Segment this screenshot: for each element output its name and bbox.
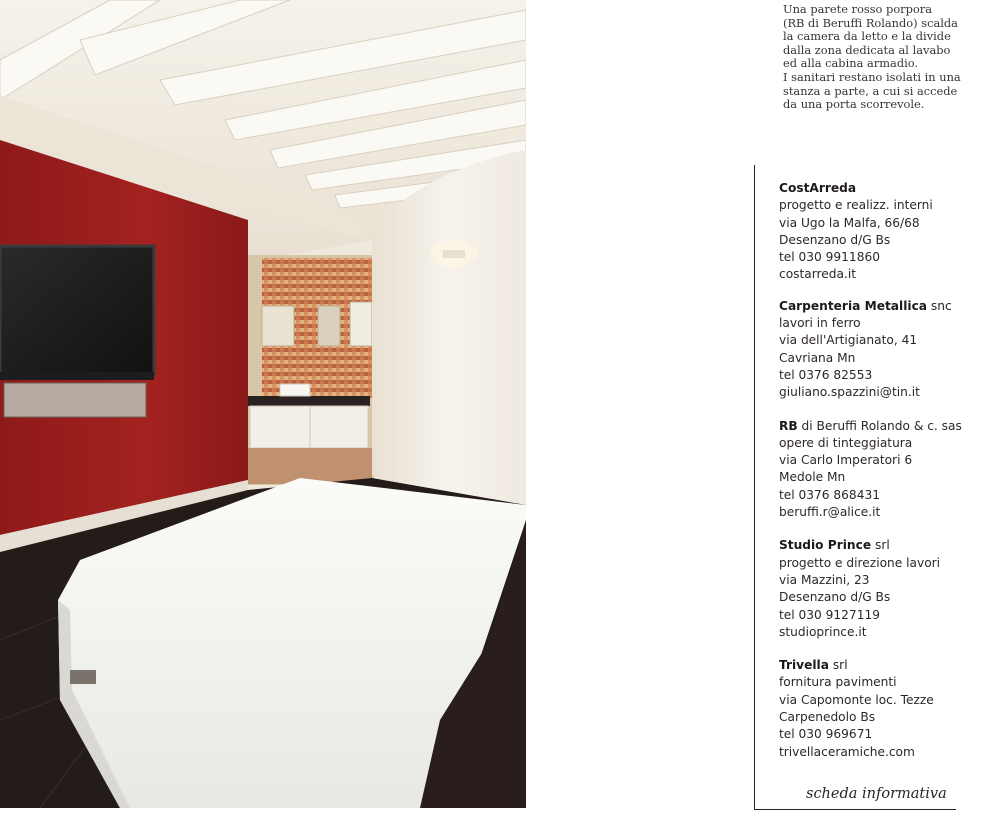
- supplier-phone: tel 0376 82553: [779, 367, 873, 382]
- supplier-name: CostArreda: [779, 181, 857, 195]
- supplier-activity: fornitura pavimenti: [779, 675, 897, 690]
- supplier-address: via Capomonte loc. Tezze: [779, 692, 934, 707]
- supplier-suffix: srl: [828, 658, 848, 673]
- supplier-heading: [779, 298, 997, 315]
- info-sheet: [779, 180, 997, 777]
- supplier-city: Carpenedolo Bs: [779, 710, 876, 725]
- supplier-activity: progetto e direzione lavori: [779, 555, 941, 570]
- supplier-entry-trivella: [779, 657, 997, 761]
- supplier-phone: tel 030 9127119: [779, 607, 880, 622]
- supplier-name: Studio Prince: [779, 538, 872, 553]
- supplier-phone: tel 0376 868431: [779, 487, 880, 502]
- supplier-email[interactable]: beruffi.r@alice.it: [779, 505, 881, 520]
- caption-line: ed alla cabina armadio.: [783, 56, 919, 71]
- supplier-city: Desenzano d/G Bs: [779, 590, 891, 605]
- photo-caption: [783, 3, 993, 112]
- supplier-activity: opere di tinteggiatura: [779, 435, 913, 450]
- caption-line: Una parete rosso porpora: [783, 2, 933, 16]
- info-bottom-rule: [754, 809, 956, 810]
- supplier-heading: [779, 537, 997, 554]
- supplier-entry-rb: [779, 418, 997, 522]
- supplier-entry-costarreda: [779, 180, 997, 284]
- supplier-web[interactable]: trivellaceramiche.com: [779, 744, 915, 759]
- supplier-phone: tel 030 9911860: [779, 250, 880, 265]
- info-sheet-title: scheda informativa: [806, 786, 947, 802]
- supplier-entry-studio-prince: [779, 537, 997, 641]
- caption-line: dalla zona dedicata al lavabo: [783, 42, 951, 57]
- caption-line: I sanitari restano isolati in una: [783, 69, 961, 84]
- supplier-address: via Carlo Imperatori 6: [779, 453, 913, 468]
- supplier-heading: [779, 418, 997, 435]
- info-vertical-rule: [754, 165, 755, 810]
- supplier-heading: [779, 180, 997, 197]
- caption-line: da una porta scorrevole.: [783, 97, 925, 112]
- supplier-activity: progetto e realizz. interni: [779, 198, 933, 213]
- supplier-phone: tel 030 969671: [779, 727, 873, 742]
- supplier-suffix: snc: [927, 298, 952, 313]
- supplier-heading: [779, 657, 997, 674]
- supplier-suffix: di Beruffi Rolando & c. sas: [797, 418, 962, 433]
- supplier-address: via dell'Artigianato, 41: [779, 333, 918, 348]
- supplier-address: via Mazzini, 23: [779, 572, 870, 587]
- supplier-web[interactable]: costarreda.it: [779, 267, 857, 282]
- caption-line: stanza a parte, a cui si accede: [783, 83, 958, 98]
- supplier-email[interactable]: giuliano.spazzini@tin.it: [779, 385, 920, 400]
- supplier-web[interactable]: studioprince.it: [779, 624, 867, 639]
- supplier-entry-carpenteria-metallica: [779, 298, 997, 402]
- supplier-activity: lavori in ferro: [779, 316, 861, 331]
- caption-line: la camera da letto e la divide: [783, 29, 951, 44]
- supplier-suffix: srl: [871, 538, 890, 553]
- supplier-name: RB: [779, 418, 798, 433]
- supplier-address: via Ugo la Malfa, 66/68: [779, 215, 920, 230]
- supplier-city: Desenzano d/G Bs: [779, 232, 891, 247]
- supplier-name: Carpenteria Metallica: [779, 298, 928, 313]
- supplier-name: Trivella: [779, 658, 829, 673]
- supplier-city: Cavriana Mn: [779, 350, 856, 365]
- caption-line: (RB di Beruffi Rolando) scalda: [783, 15, 958, 30]
- supplier-city: Medole Mn: [779, 470, 846, 485]
